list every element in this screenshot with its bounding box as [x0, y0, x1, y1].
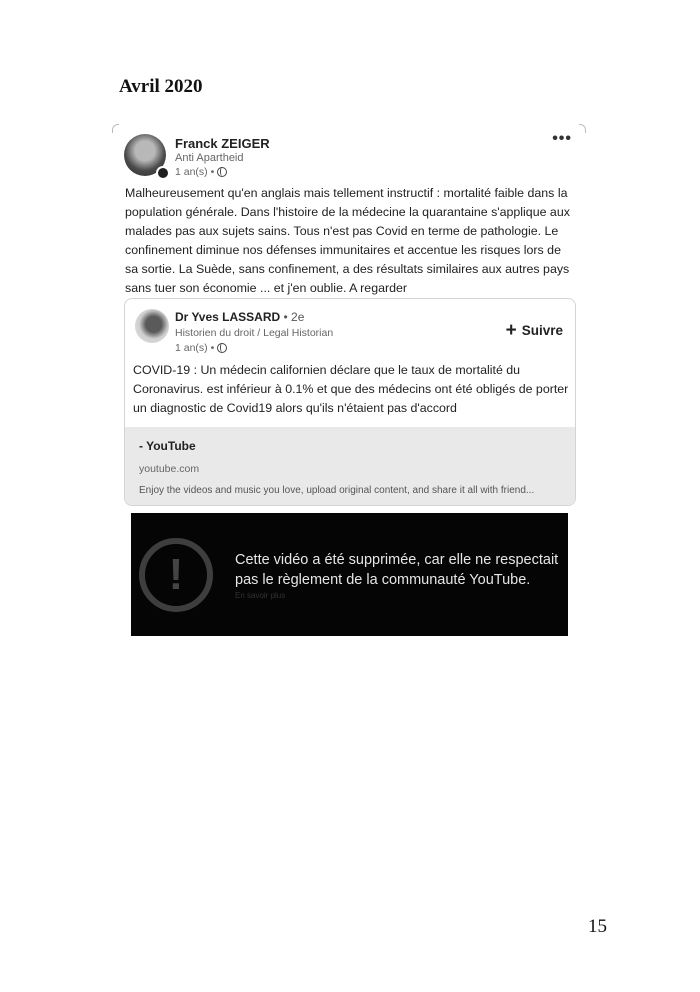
removed-video-panel: [131, 513, 568, 636]
page-heading: Avril 2020: [119, 76, 203, 97]
shared-author-name-text: Dr Yves LASSARD: [175, 310, 281, 324]
post-meta: [175, 166, 227, 178]
connection-degree: • 2e: [283, 310, 305, 324]
ellipsis-icon[interactable]: •••: [552, 130, 572, 147]
post-text: Malheureusement qu'en anglais mais tellement instructif : mortalité faible dans la population générale. Dans l'histoire de la médecine la quarantaine s'applique aux malades pas aux sujets sains. Tous n'est pas Covid en terme de pathologie. Le confinement diminue nos défenses immunitaires et accentue les risques lors de sa sortie. La Suède, sans confinement, a des résultats similaires aux autres pays sans tuer son économie ... et j'en oublie. A regarder: [125, 186, 570, 295]
author-name[interactable]: Franck ZEIGER: [175, 136, 270, 151]
video-removed-message: Cette vidéo a été supprimée, car elle ne respectait pas le règlement de la communauté YouTube.: [235, 552, 559, 588]
shared-post-meta: [175, 342, 227, 354]
link-title: - YouTube: [139, 439, 196, 453]
shared-post-card[interactable]: [124, 298, 576, 506]
shared-post-time: 1 an(s) •: [175, 342, 215, 354]
shared-author-name[interactable]: [175, 310, 304, 324]
link-description: Enjoy the videos and music you love, upload original content, and share it all with friend...: [139, 485, 535, 496]
post-border-corner: [579, 124, 586, 133]
follow-button[interactable]: [505, 319, 563, 341]
globe-icon: [217, 343, 227, 353]
post-border-corner: [112, 124, 119, 133]
plus-icon: +: [505, 319, 517, 341]
shared-author-avatar[interactable]: [135, 309, 169, 343]
page-number: 15: [588, 916, 607, 937]
shared-post-text: COVID-19 : Un médecin californien déclare que le taux de mortalité du Coronavirus. est inférieur à 0.1% et que des médecins ont été obligés de porter un diagnostic de Covid19 alors qu'ils n'étaient pas d'accord: [133, 363, 569, 415]
globe-icon: [217, 167, 227, 177]
link-preview[interactable]: [125, 427, 575, 505]
link-domain: youtube.com: [139, 463, 200, 475]
follow-label: Suivre: [521, 323, 563, 338]
post-time: 1 an(s) •: [175, 166, 215, 178]
author-headline: Anti Apartheid: [175, 152, 244, 164]
presence-indicator-icon: [156, 166, 170, 180]
shared-author-headline: Historien du droit / Legal Historian: [175, 327, 334, 339]
warning-icon: !: [139, 538, 213, 612]
learn-more-link[interactable]: En savoir plus: [235, 591, 286, 600]
linkedin-post: [112, 124, 586, 516]
